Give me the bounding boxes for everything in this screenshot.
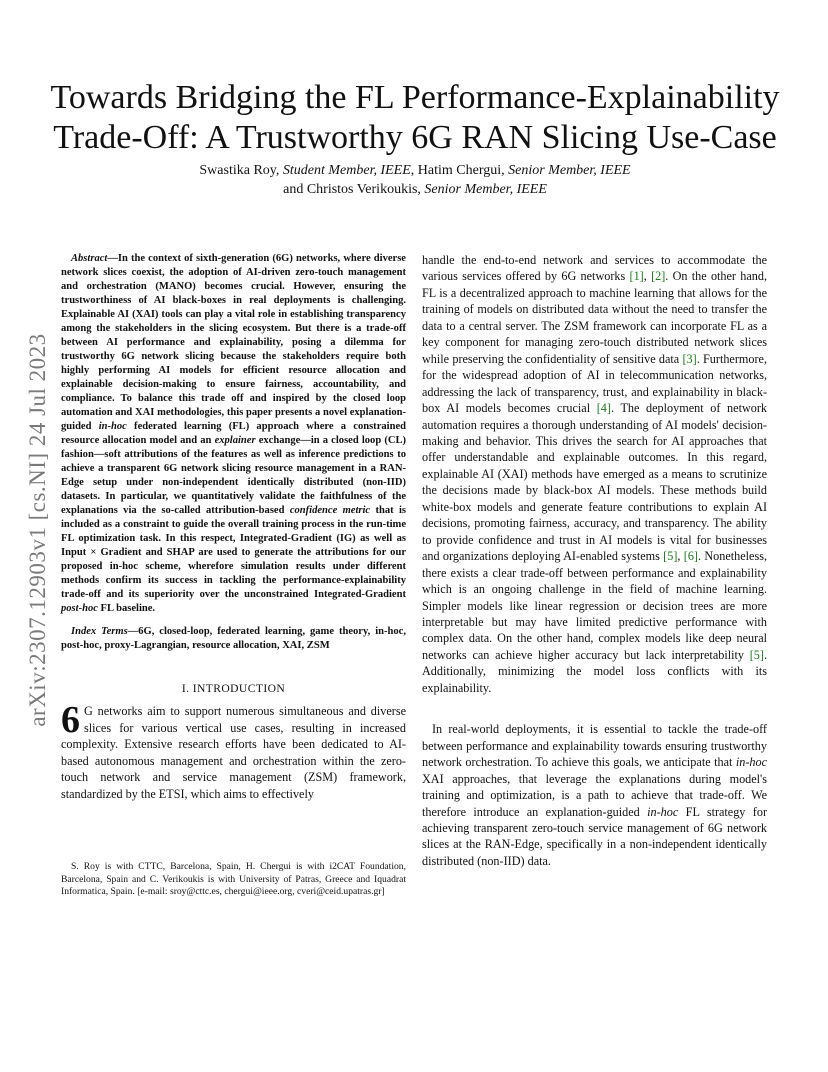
body-text: . Nonetheless, there exists a clear trade-off between performance and explainability which is an ongoing challenge in the field of machine learning. Simpler models like linear regression or decision trees are more interpretable but may have limited predictive performance with complex data. On the other hand, complex models like deep neural networks can achieve higher accuracy but lack interpretability (422, 549, 767, 662)
intro-paragraph (61, 699, 406, 802)
author-line-1 (80, 161, 750, 180)
author-line-2 (80, 180, 750, 199)
paper-title: Towards Bridging the FL Performance-Explainability Trade-Off: A Trustworthy 6G RAN Slicing Use-Case (50, 79, 780, 156)
citation-link[interactable]: [1] (629, 269, 644, 284)
intro-text: G networks aim to support numerous simultaneous and diverse slices for various vertical use cases, resulting in increased complexity. Extensive research efforts have been dedicated to AI-based autonomous management and orchestration within the zero-touch network and service management (ZSM) framework, standardized by the ETSI, which aims to effectively (61, 704, 406, 801)
abstract (61, 252, 406, 616)
body-text: . Furthermore, for the widespread adoption of AI in telecommunication networks, addressing the lack of transparency, trust, and explainability in black-box AI models becomes crucial (422, 351, 767, 416)
footnote: S. Roy is with CTTC, Barcelona, Spain, H. Chergui is with i2CAT Foundation, Barcelona, Spain and C. Verikoukis is with University of Patras, Greece and Iquadrat Informatica, Spain. [e-mail: sroy@cttc.es, chergui@ieee.org, cveri@ceid.upatras.gr] (61, 861, 406, 898)
body-paragraph (422, 721, 767, 869)
body-paragraph (422, 252, 767, 696)
abstract-text: federated learning (FL) approach where a constrained resource allocation model and an (61, 421, 406, 446)
body-emphasis: in-hoc (735, 755, 767, 770)
right-column (422, 252, 767, 869)
body-text: XAI approaches, that leverage the explanations during model's training and optimization, is a path to achieve that trade-off. We therefore introduce an explanation-guided (422, 771, 767, 819)
author-name: and Christos Verikoukis, (283, 182, 421, 197)
abstract-text: FL baseline. (97, 603, 156, 614)
citation-link[interactable]: [5] (749, 647, 764, 662)
abstract-emphasis: in-hoc (98, 421, 127, 432)
index-terms-text: —6G, closed-loop, federated learning, game theory, in-hoc, post-hoc, proxy-Lagrangian, resource allocation, XAI, ZSM (61, 626, 406, 651)
section-heading: I. INTRODUCTION (181, 682, 286, 695)
arxiv-id-text: arXiv:2307.12903v1 [cs.NI] 24 Jul 2023 (25, 333, 50, 727)
author-membership: Senior Member, IEEE (424, 182, 547, 197)
body-text: FL strategy for achieving transparent zero-touch service management of 6G network slices at the RAN-Edge, specifically in a non-independent identically distributed (non-IID) data. (422, 804, 768, 868)
abstract-emphasis: confidence metric (289, 505, 371, 516)
index-terms-lead: Index Terms (71, 626, 128, 637)
body-text: . On the other hand, FL is a decentralized approach to machine learning that allows for the training of models on distributed data without the need to transfer the data to a central server. The ZSM framework can incorporate FL as a key component for managing zero-touch distributed network slices while preserving the confidentiality of sensitive data (422, 269, 767, 366)
body-emphasis: in-hoc (647, 804, 679, 819)
author-block (80, 161, 750, 199)
left-column (61, 252, 406, 802)
abstract-text: —In the context of sixth-generation (6G) networks, where diverse network slices coexist, the adoption of AI-driven zero-touch management and orchestration (MANO) becomes crucial. However, ensuring the trustworthiness of AI black-boxes in real deployments is challenging. Explainable AI (XAI) tools can play a vital role in establishing transparency among the stakeholders in the slicing ecosystem. But there is a trade-off between AI performance and explainability, posing a dilemma for trustworthy 6G network slicing because the stakeholders require both highly performing AI models for efficient resource allocation and explainable decision-making to ensure fairness, accountability, and compliance. To balance this trade off and inspired by the closed loop automation and XAI methodologies, this paper presents a novel explanation-guided (61, 253, 406, 432)
body-text: . The deployment of network automation requires a thorough understanding of AI models' decision-making and behavior. This drives the search for AI approaches that offer understandable and explainable outcomes. In this regard, explainable AI (XAI) methods have emerged as a means to scrutinize the decisions made by black-box AI models. These methods build white-box models and generate feature contributions to explain AI decisions, promoting fairness, accuracy, and transparency. The ability to provide confidence and trust in AI models is vital for businesses and organizations deploying AI-enabled systems (422, 401, 767, 564)
citation-link[interactable]: [5] (663, 549, 678, 564)
citation-link[interactable]: [3] (682, 351, 697, 366)
abstract-emphasis: post-hoc (61, 603, 98, 614)
author-name: , Hatim Chergui, (410, 163, 505, 178)
body-text: In real-world deployments, it is essential to tackle the trade-off between performance and explainability towards ensuring trustworthy network orchestration. To achieve this goals, we anticipate that (422, 722, 767, 770)
author-membership: Senior Member, IEEE (508, 163, 631, 178)
author-membership: Student Member, IEEE (282, 163, 411, 178)
abstract-lead: Abstract (71, 253, 108, 264)
citation-link[interactable]: [6] (683, 549, 698, 564)
citation-link[interactable]: [4] (596, 401, 611, 416)
body-text: , (643, 269, 652, 284)
abstract-emphasis: explainer (214, 435, 256, 446)
arxiv-identifier (18, 290, 58, 770)
drop-cap: 6 (61, 699, 80, 742)
body-text: , (677, 549, 684, 564)
abstract-text: exchange—in a closed loop (CL) fashion—soft attributions of the features as well as inference predictions to achieve a transparent 6G network slicing resource management in a RAN-Edge setup under non-independent identically distributed (non-IID) datasets. In particular, we quantitatively validate the faithfulness of the explanations via the so-called attribution-based (61, 435, 407, 516)
body-text: . Additionally, minimizing the model loss conflicts with its explainability. (422, 647, 767, 695)
body-text: handle the end-to-end network and services to accommodate the various services offered by 6G networks (422, 253, 767, 284)
author-name: Swastika Roy, (199, 163, 280, 178)
abstract-text: that is included as a constraint to guide the overall training process in the run-time FL optimization task. In this respect, Integrated-Gradient (IG) as well as Input × Gradient and SHAP are used to generate the attributions for our proposed in-hoc scheme, wherefore simulation results under different methods confirm its success in tackling the performance-explainability trade-off and its superiority over the unconstrained Integrated-Gradient (61, 505, 406, 600)
citation-link[interactable]: [2] (651, 269, 666, 284)
index-terms (61, 625, 406, 653)
